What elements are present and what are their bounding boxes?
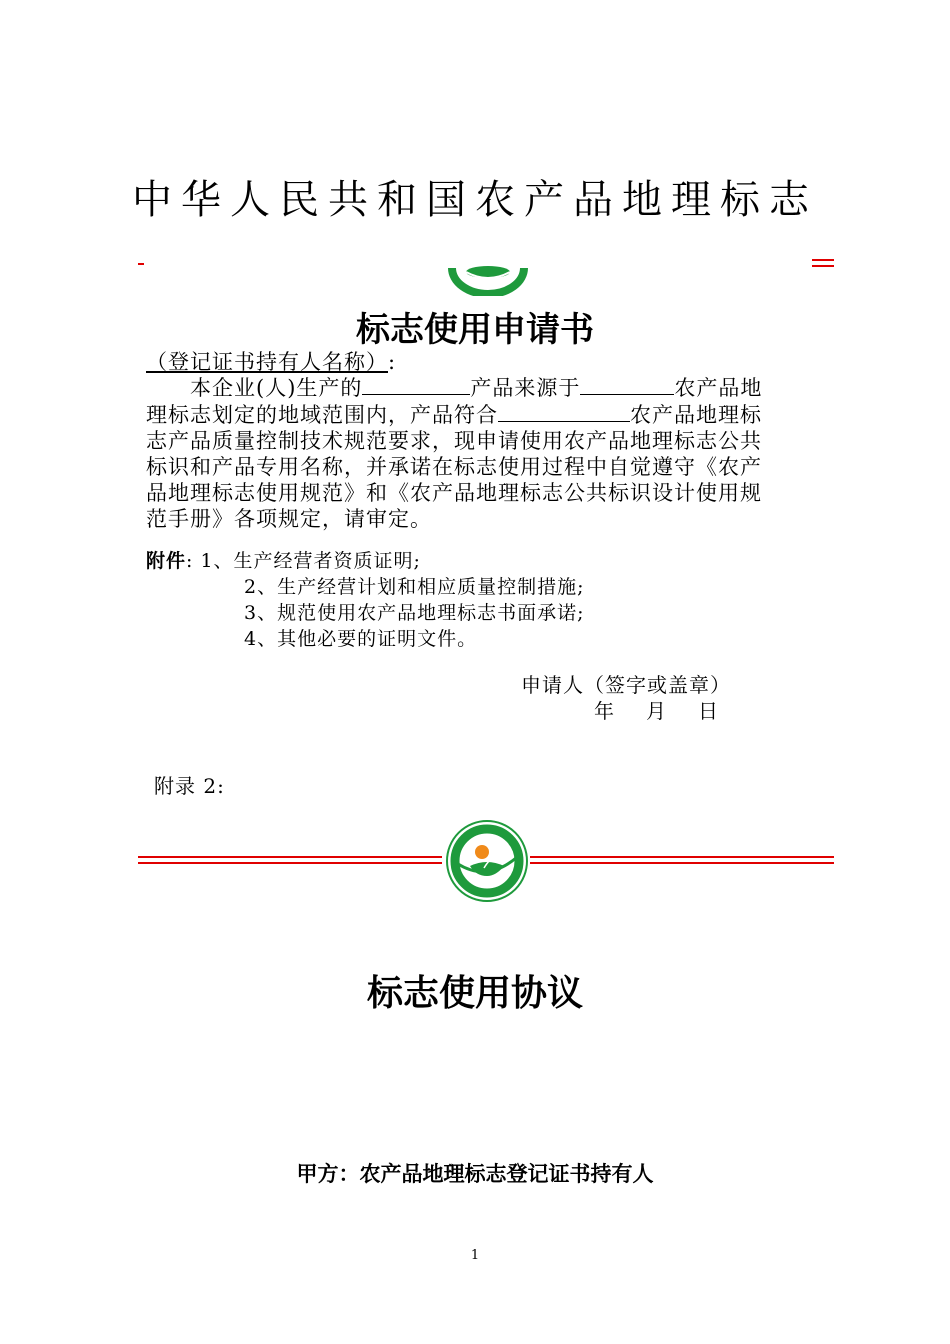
standard-blank [498,401,630,422]
para-line-4: 标识和产品专用名称，并承诺在标志使用过程中自觉遵守《农产 [146,455,762,479]
holder-colon: : [388,350,397,374]
para-line-2: 理标志划定的地域范围内，产品符合 农产品地理标 [146,403,762,427]
geo-indication-logo-icon [448,262,528,296]
para-line-3: 志产品质量控制技术规范要求，现申请使用农产品地理标志公共 [146,429,762,453]
red-rule-left-top [138,263,144,265]
attachment-item-3: 3、规范使用农产品地理标志书面承诺; [244,602,585,624]
agreement-title: 标志使用协议 [366,972,583,1014]
product-name-blank [362,374,470,395]
date-line: 年 月 日 [594,699,724,723]
attachment-item-2: 2、生产经营计划和相应质量控制措施; [244,576,585,598]
application-paragraph [146,374,826,532]
attachment-item-4: 4、其他必要的证明文件。 [244,628,478,650]
attachments-label: 附件 [146,550,187,572]
signature-line: 申请人（签字或盖章） [521,673,731,697]
application-title: 标志使用申请书 [356,310,594,350]
para-line-5: 品地理标志使用规范》和《农产品地理标志公共标识设计使用规 [146,481,762,505]
red-rule-right-1 [530,856,834,858]
party-a-line: 甲方：农产品地理标志登记证书持有人 [296,1161,654,1186]
attachment-item-1: 附件: 1、生产经营者资质证明; [146,550,421,572]
main-title: 中华人民共和国农产品地理标志 [132,177,818,223]
page-number: 1 [470,1248,480,1263]
red-rule-left-2 [138,862,442,864]
geo-indication-seal-icon [444,818,530,904]
red-rule-right-2 [530,862,834,864]
para-line-1: 本企业(人)生产的 产品来源于 农产品地 [190,376,763,400]
red-rule-right-top-2 [812,265,834,267]
holder-name-label: （登记证书持有人名称） [146,350,388,374]
holder-name-line [146,349,396,375]
attachments-block [146,548,826,652]
red-rule-left-1 [138,856,442,858]
origin-blank [580,374,674,395]
para-line-6: 范手册》各项规定，请审定。 [146,507,432,531]
appendix-label: 附录 2: [154,774,225,798]
red-rule-right-top-1 [812,259,834,261]
